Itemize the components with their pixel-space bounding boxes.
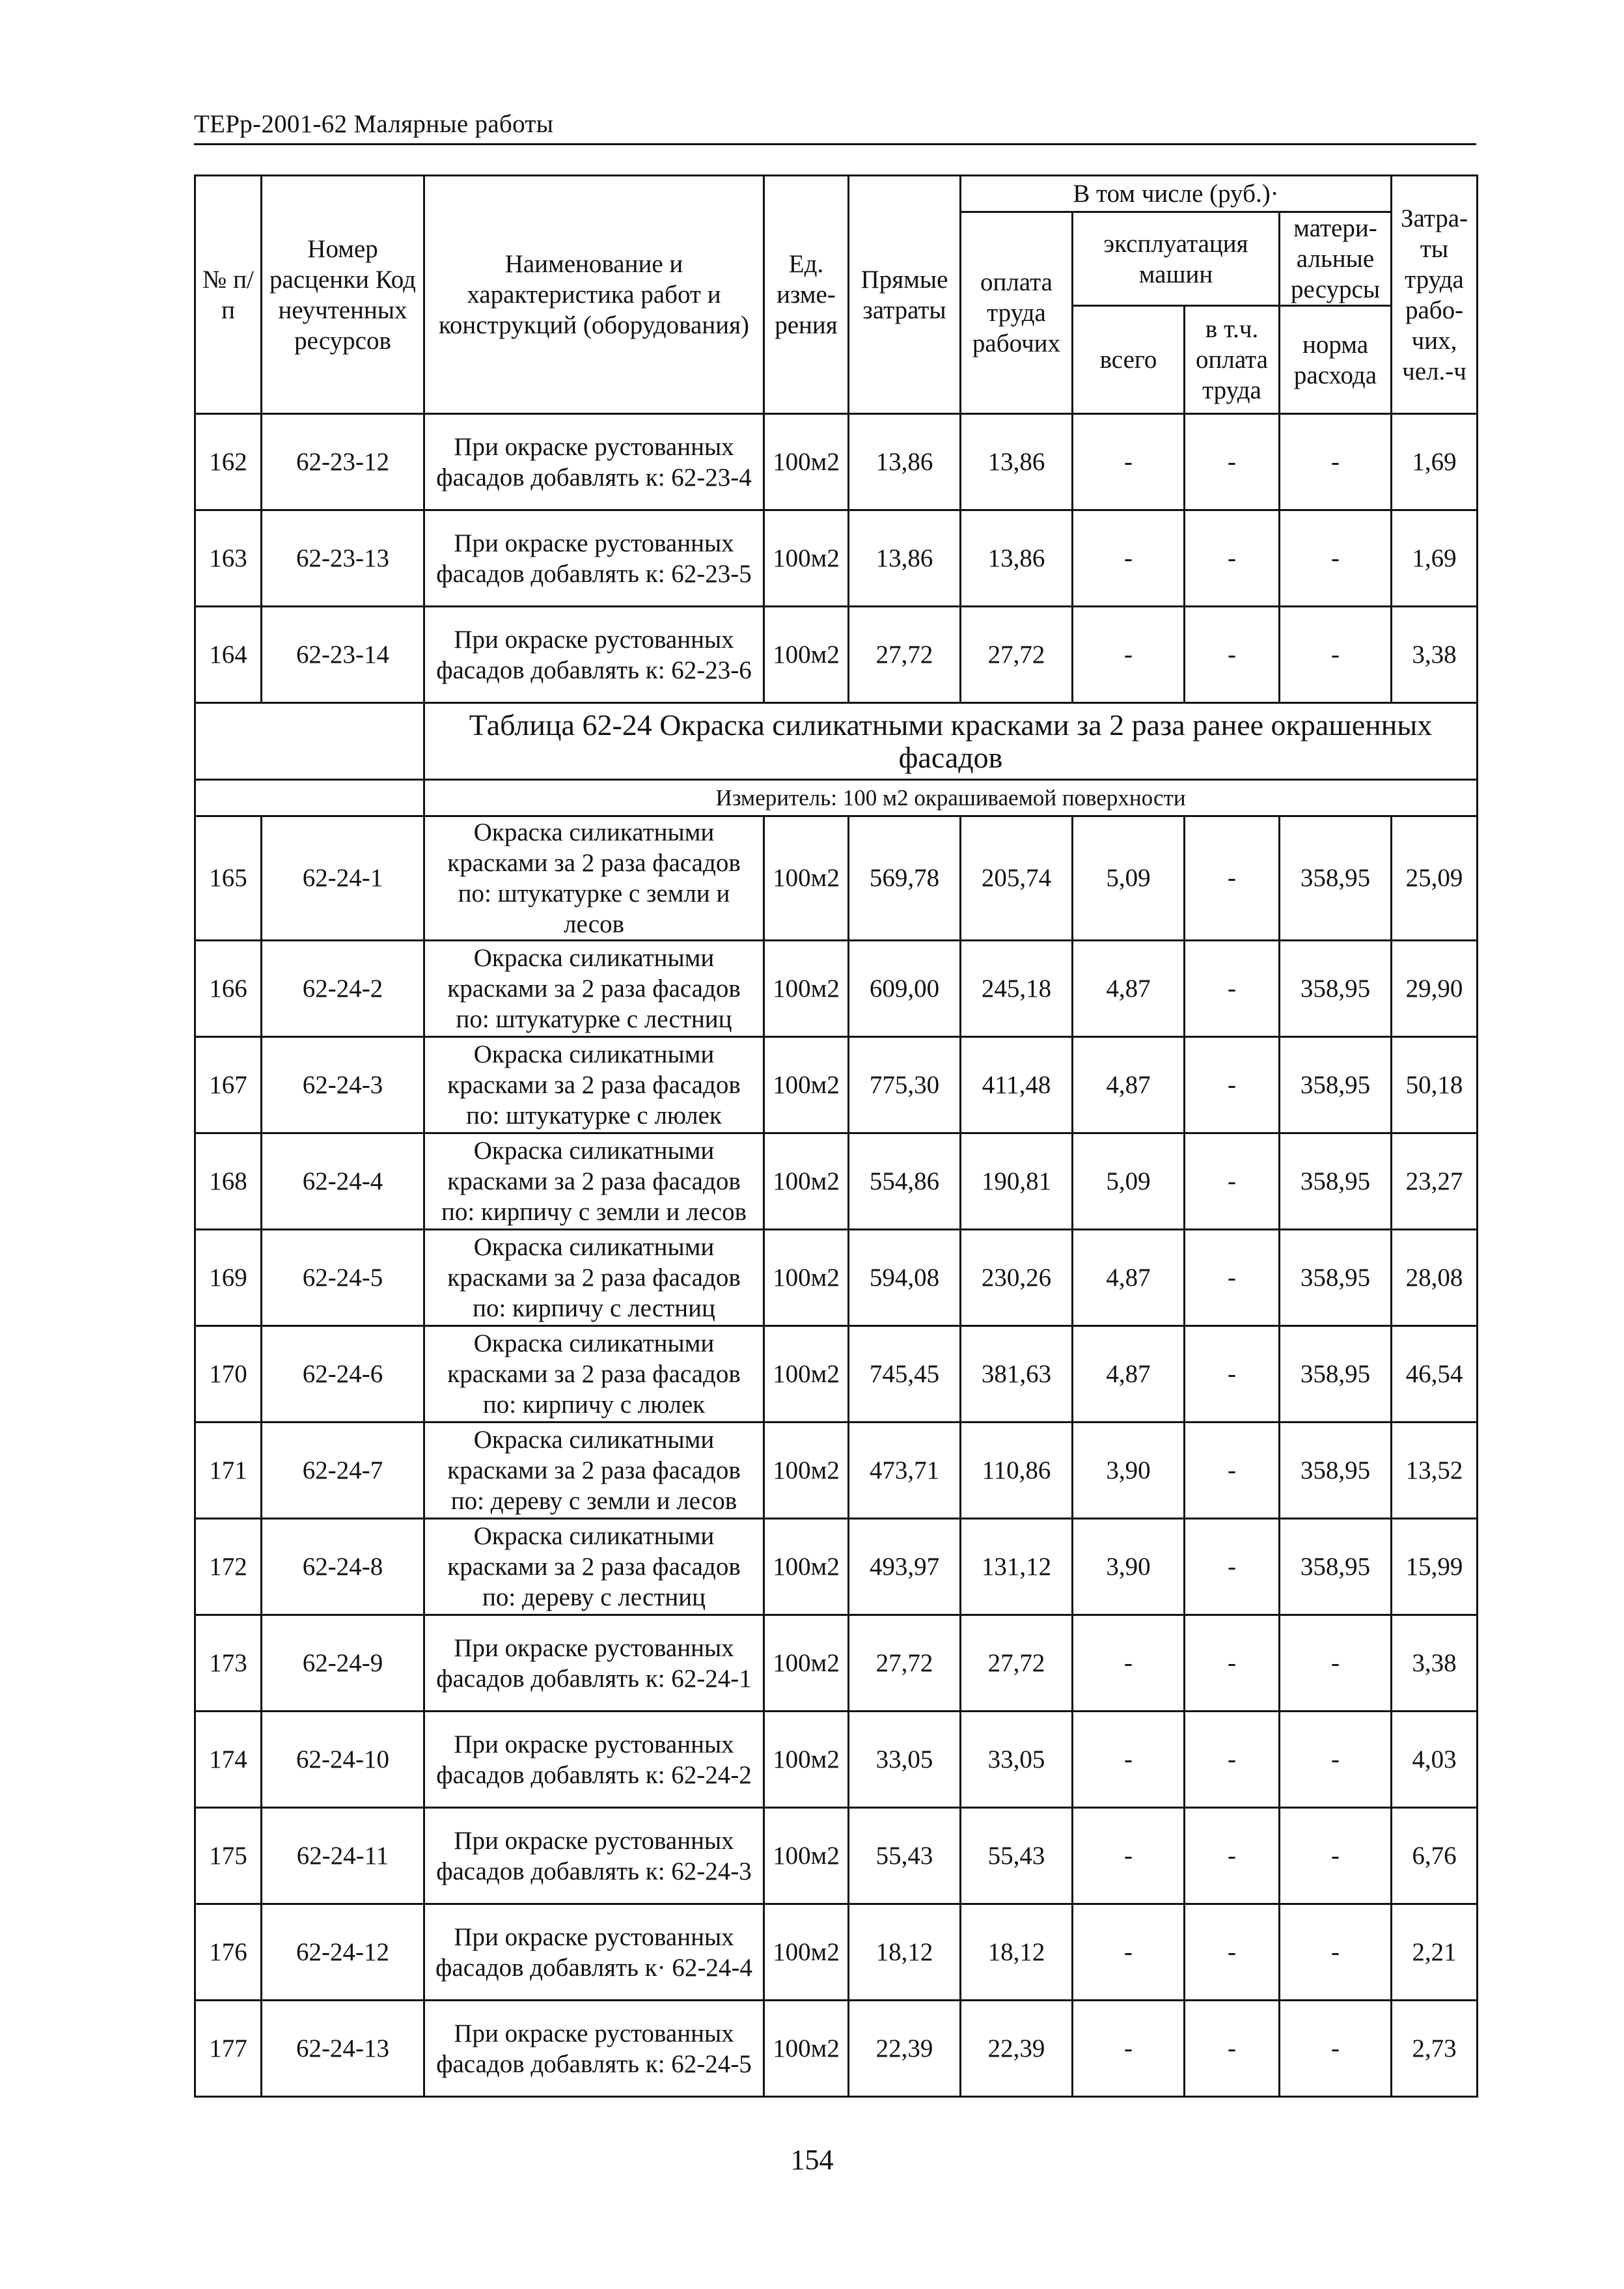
- row-machines-total: -: [1073, 414, 1185, 510]
- row-name: При окраске рустованных фасадов добавлять к· 62-24-4: [424, 1904, 764, 2001]
- row-machines-wages: -: [1185, 510, 1280, 607]
- row-direct-costs: 594,08: [849, 1230, 961, 1326]
- row-direct-costs: 33,05: [849, 1712, 961, 1808]
- row-num: 177: [195, 2001, 262, 2097]
- row-code: 62-23-12: [262, 414, 424, 510]
- row-name: При окраске рустованных фасадов добавлять к: 62-24-3: [424, 1808, 764, 1904]
- row-num: 168: [195, 1133, 262, 1230]
- row-materials: -: [1280, 1904, 1392, 2001]
- row-labor: 1,69: [1392, 510, 1478, 607]
- row-materials: 358,95: [1280, 1519, 1392, 1615]
- row-num: 176: [195, 1904, 262, 2001]
- row-labor: 3,38: [1392, 607, 1478, 703]
- row-wages: 18,12: [961, 1904, 1073, 2001]
- col-header-materials: матери-альные ресурсы: [1280, 212, 1392, 306]
- table-row: [195, 1904, 1478, 2001]
- row-name: Окраска силикатными красками за 2 раза фасадов по: кирпичу с лестниц: [424, 1230, 764, 1326]
- row-code: 62-24-4: [262, 1133, 424, 1230]
- section-title: Таблица 62-24 Окраска силикатными красками за 2 раза ранее окрашенных фасадов: [424, 703, 1478, 780]
- row-materials: -: [1280, 414, 1392, 510]
- row-wages: 22,39: [961, 2001, 1073, 2097]
- row-machines-wages: -: [1185, 1230, 1280, 1326]
- row-materials: 358,95: [1280, 816, 1392, 941]
- row-num: 169: [195, 1230, 262, 1326]
- row-materials: 358,95: [1280, 1037, 1392, 1133]
- row-unit: 100м2: [764, 2001, 849, 2097]
- row-code: 62-24-13: [262, 2001, 424, 2097]
- row-code: 62-24-5: [262, 1230, 424, 1326]
- row-materials: -: [1280, 607, 1392, 703]
- row-name: Окраска силикатными красками за 2 раза фасадов по: штукатурке с лестниц: [424, 941, 764, 1037]
- row-wages: 110,86: [961, 1422, 1073, 1519]
- table-row: [195, 1808, 1478, 1904]
- row-wages: 55,43: [961, 1808, 1073, 1904]
- row-direct-costs: 18,12: [849, 1904, 961, 2001]
- row-num: 172: [195, 1519, 262, 1615]
- row-machines-total: 4,87: [1073, 941, 1185, 1037]
- row-machines-wages: -: [1185, 1422, 1280, 1519]
- row-direct-costs: 554,86: [849, 1133, 961, 1230]
- row-unit: 100м2: [764, 510, 849, 607]
- row-labor: 23,27: [1392, 1133, 1478, 1230]
- row-num: 164: [195, 607, 262, 703]
- row-labor: 50,18: [1392, 1037, 1478, 1133]
- row-machines-total: -: [1073, 1808, 1185, 1904]
- row-machines-wages: -: [1185, 1808, 1280, 1904]
- row-num: 175: [195, 1808, 262, 1904]
- row-direct-costs: 493,97: [849, 1519, 961, 1615]
- row-machines-total: -: [1073, 1615, 1185, 1712]
- row-num: 163: [195, 510, 262, 607]
- row-labor: 3,38: [1392, 1615, 1478, 1712]
- row-materials: 358,95: [1280, 1422, 1392, 1519]
- row-unit: 100м2: [764, 1133, 849, 1230]
- row-labor: 1,69: [1392, 414, 1478, 510]
- row-materials: -: [1280, 1712, 1392, 1808]
- row-unit: 100м2: [764, 816, 849, 941]
- col-header-wages: оплата труда рабочих: [961, 212, 1073, 414]
- row-materials: -: [1280, 2001, 1392, 2097]
- row-code: 62-24-1: [262, 816, 424, 941]
- row-labor: 6,76: [1392, 1808, 1478, 1904]
- table-row: [195, 2001, 1478, 2097]
- row-materials: -: [1280, 1615, 1392, 1712]
- table-row: [195, 1422, 1478, 1519]
- row-direct-costs: 27,72: [849, 1615, 961, 1712]
- row-labor: 46,54: [1392, 1326, 1478, 1422]
- row-materials: 358,95: [1280, 941, 1392, 1037]
- row-machines-wages: -: [1185, 414, 1280, 510]
- row-materials: 358,95: [1280, 1230, 1392, 1326]
- row-machines-total: -: [1073, 1904, 1185, 2001]
- row-machines-wages: -: [1185, 1615, 1280, 1712]
- row-machines-total: 4,87: [1073, 1037, 1185, 1133]
- row-code: 62-23-14: [262, 607, 424, 703]
- row-direct-costs: 569,78: [849, 816, 961, 941]
- row-labor: 2,73: [1392, 2001, 1478, 2097]
- row-name: При окраске рустованных фасадов добавлять к: 62-23-6: [424, 607, 764, 703]
- row-code: 62-24-2: [262, 941, 424, 1037]
- row-unit: 100м2: [764, 1422, 849, 1519]
- table-row: [195, 1037, 1478, 1133]
- row-machines-wages: -: [1185, 1326, 1280, 1422]
- row-wages: 230,26: [961, 1230, 1073, 1326]
- row-direct-costs: 745,45: [849, 1326, 961, 1422]
- row-machines-wages: -: [1185, 607, 1280, 703]
- row-wages: 411,48: [961, 1037, 1073, 1133]
- row-wages: 205,74: [961, 816, 1073, 941]
- col-header-direct: Прямые затраты: [849, 176, 961, 414]
- row-code: 62-24-7: [262, 1422, 424, 1519]
- row-machines-wages: -: [1185, 1904, 1280, 2001]
- row-labor: 29,90: [1392, 941, 1478, 1037]
- table-row: [195, 1712, 1478, 1808]
- row-labor: 13,52: [1392, 1422, 1478, 1519]
- row-machines-total: 4,87: [1073, 1326, 1185, 1422]
- row-direct-costs: 22,39: [849, 2001, 961, 2097]
- row-machines-total: -: [1073, 2001, 1185, 2097]
- row-materials: -: [1280, 1808, 1392, 1904]
- row-wages: 381,63: [961, 1326, 1073, 1422]
- row-num: 171: [195, 1422, 262, 1519]
- row-num: 173: [195, 1615, 262, 1712]
- table-row: [195, 1326, 1478, 1422]
- row-unit: 100м2: [764, 1326, 849, 1422]
- row-name: Окраска силикатными красками за 2 раза фасадов по: кирпичу с земли и лесов: [424, 1133, 764, 1230]
- row-wages: 33,05: [961, 1712, 1073, 1808]
- row-materials: -: [1280, 510, 1392, 607]
- row-code: 62-24-9: [262, 1615, 424, 1712]
- row-name: Окраска силикатными красками за 2 раза фасадов по: дереву с земли и лесов: [424, 1422, 764, 1519]
- page-number: 154: [790, 2144, 834, 2176]
- table-row: [195, 941, 1478, 1037]
- table-row: [195, 1615, 1478, 1712]
- row-machines-wages: -: [1185, 1519, 1280, 1615]
- table-row: [195, 414, 1478, 510]
- row-unit: 100м2: [764, 1519, 849, 1615]
- row-wages: 190,81: [961, 1133, 1073, 1230]
- row-direct-costs: 609,00: [849, 941, 961, 1037]
- row-num: 162: [195, 414, 262, 510]
- col-header-name: Наименование и характеристика работ и конструкций (оборудования): [424, 176, 764, 414]
- col-header-machines-total: всего: [1073, 306, 1185, 414]
- row-code: 62-24-3: [262, 1037, 424, 1133]
- table-row: [195, 816, 1478, 941]
- row-code: 62-23-13: [262, 510, 424, 607]
- row-machines-wages: -: [1185, 941, 1280, 1037]
- row-labor: 28,08: [1392, 1230, 1478, 1326]
- row-name: При окраске рустованных фасадов добавлять к: 62-23-5: [424, 510, 764, 607]
- row-labor: 25,09: [1392, 816, 1478, 941]
- section-title-row: [195, 703, 1478, 780]
- row-labor: 4,03: [1392, 1712, 1478, 1808]
- row-labor: 15,99: [1392, 1519, 1478, 1615]
- row-materials: 358,95: [1280, 1326, 1392, 1422]
- row-machines-total: 5,09: [1073, 1133, 1185, 1230]
- row-name: При окраске рустованных фасадов добавлять к: 62-24-2: [424, 1712, 764, 1808]
- row-direct-costs: 775,30: [849, 1037, 961, 1133]
- col-header-machines: эксплуатация машин: [1073, 212, 1280, 306]
- row-num: 170: [195, 1326, 262, 1422]
- table-row: [195, 1133, 1478, 1230]
- row-materials: 358,95: [1280, 1133, 1392, 1230]
- row-unit: 100м2: [764, 1904, 849, 2001]
- row-name: Окраска силикатными красками за 2 раза фасадов по: штукатурке с люлек: [424, 1037, 764, 1133]
- table-row: [195, 607, 1478, 703]
- row-direct-costs: 13,86: [849, 510, 961, 607]
- row-num: 166: [195, 941, 262, 1037]
- row-wages: 131,12: [961, 1519, 1073, 1615]
- row-code: 62-24-11: [262, 1808, 424, 1904]
- row-name: Окраска силикатными красками за 2 раза фасадов по: дереву с лестниц: [424, 1519, 764, 1615]
- row-code: 62-24-8: [262, 1519, 424, 1615]
- row-code: 62-24-6: [262, 1326, 424, 1422]
- row-unit: 100м2: [764, 1615, 849, 1712]
- row-direct-costs: 473,71: [849, 1422, 961, 1519]
- row-machines-total: 4,87: [1073, 1230, 1185, 1326]
- row-machines-total: 5,09: [1073, 816, 1185, 941]
- row-unit: 100м2: [764, 1037, 849, 1133]
- measure-row: [195, 780, 1478, 816]
- row-name: Окраска силикатными красками за 2 раза фасадов по: кирпичу с люлек: [424, 1326, 764, 1422]
- row-name: Окраска силикатными красками за 2 раза фасадов по: штукатурке с земли и лесов: [424, 816, 764, 941]
- col-header-labor: Затра-ты труда рабо-чих, чел.-ч: [1392, 176, 1478, 414]
- col-header-including: В том числе (руб.)·: [961, 176, 1392, 212]
- row-direct-costs: 55,43: [849, 1808, 961, 1904]
- row-unit: 100м2: [764, 607, 849, 703]
- row-name: При окраске рустованных фасадов добавлять к: 62-24-1: [424, 1615, 764, 1712]
- row-num: 165: [195, 816, 262, 941]
- row-labor: 2,21: [1392, 1904, 1478, 2001]
- row-code: 62-24-12: [262, 1904, 424, 2001]
- section-title-spacer: [195, 703, 424, 780]
- running-title: ТЕРр-2001-62 Малярные работы: [194, 110, 554, 138]
- row-wages: 245,18: [961, 941, 1073, 1037]
- table-header: [195, 176, 1478, 414]
- row-unit: 100м2: [764, 941, 849, 1037]
- row-wages: 13,86: [961, 510, 1073, 607]
- row-wages: 13,86: [961, 414, 1073, 510]
- header-rule: [194, 143, 1476, 145]
- row-machines-wages: -: [1185, 1037, 1280, 1133]
- row-unit: 100м2: [764, 1808, 849, 1904]
- row-unit: 100м2: [764, 1230, 849, 1326]
- row-direct-costs: 27,72: [849, 607, 961, 703]
- col-header-num: № п/п: [195, 176, 262, 414]
- row-wages: 27,72: [961, 607, 1073, 703]
- row-machines-total: 3,90: [1073, 1519, 1185, 1615]
- col-header-code: Номер расценки Код неучтенных ресурсов: [262, 176, 424, 414]
- row-machines-wages: -: [1185, 1133, 1280, 1230]
- price-table: [194, 174, 1478, 2098]
- row-name: При окраске рустованных фасадов добавлять к: 62-23-4: [424, 414, 764, 510]
- row-machines-wages: -: [1185, 1712, 1280, 1808]
- row-machines-total: -: [1073, 1712, 1185, 1808]
- row-machines-total: -: [1073, 607, 1185, 703]
- row-num: 174: [195, 1712, 262, 1808]
- measure-unit-note: Измеритель: 100 м2 окрашиваемой поверхности: [424, 780, 1478, 816]
- table-row: [195, 1519, 1478, 1615]
- row-wages: 27,72: [961, 1615, 1073, 1712]
- col-header-materials-norm: норма расхода: [1280, 306, 1392, 414]
- table-row: [195, 510, 1478, 607]
- row-unit: 100м2: [764, 414, 849, 510]
- col-header-unit: Ед. изме-рения: [764, 176, 849, 414]
- table-row: [195, 1230, 1478, 1326]
- row-machines-total: 3,90: [1073, 1422, 1185, 1519]
- row-machines-total: -: [1073, 510, 1185, 607]
- row-unit: 100м2: [764, 1712, 849, 1808]
- row-machines-wages: -: [1185, 2001, 1280, 2097]
- row-direct-costs: 13,86: [849, 414, 961, 510]
- row-code: 62-24-10: [262, 1712, 424, 1808]
- col-header-machines-wages: в т.ч. оплата труда: [1185, 306, 1280, 414]
- row-name: При окраске рустованных фасадов добавлять к: 62-24-5: [424, 2001, 764, 2097]
- measure-spacer: [195, 780, 424, 816]
- row-num: 167: [195, 1037, 262, 1133]
- row-machines-wages: -: [1185, 816, 1280, 941]
